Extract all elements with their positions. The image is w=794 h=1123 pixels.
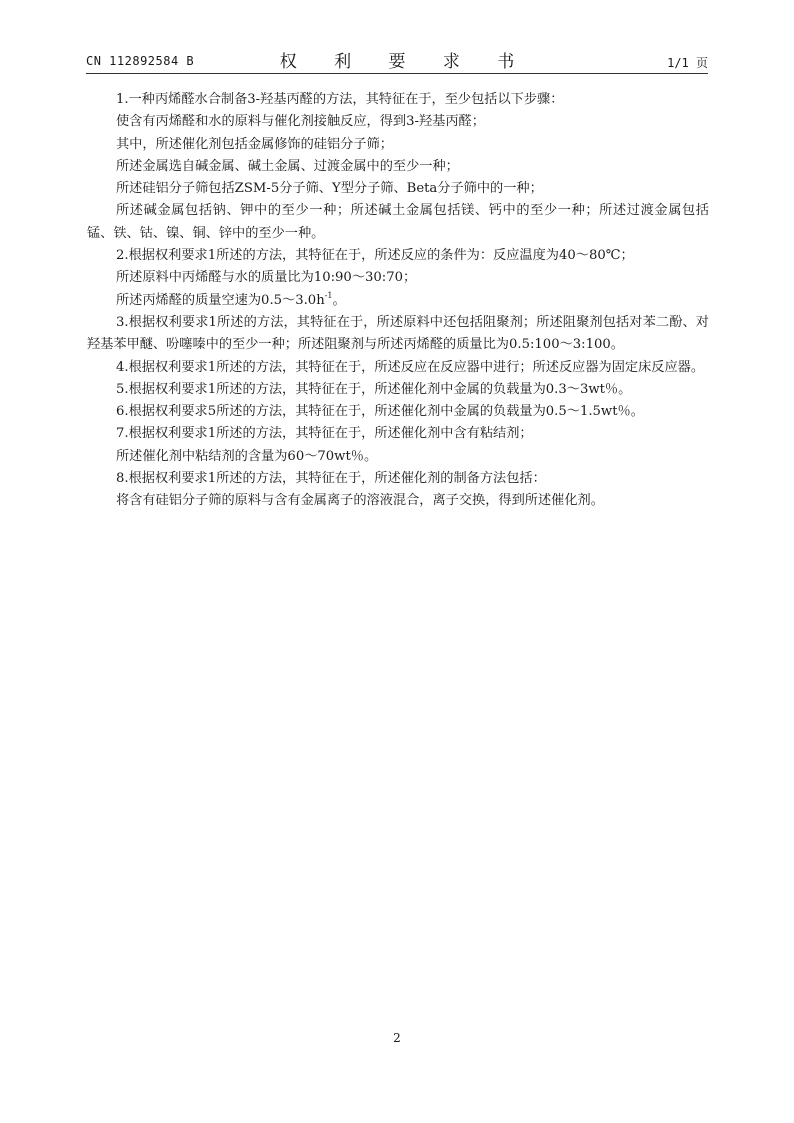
claim-1-zeolite: 所述硅铝分子筛包括ZSM-5分子筛、Y型分子筛、Beta分子筛中的一种；: [116, 181, 543, 197]
page-number: 2: [393, 1031, 401, 1045]
claim-2-mass-ratio: 所述原料中丙烯醛与水的质量比为10:90～30:70；: [116, 270, 417, 286]
claim-1-step: 使含有丙烯醛和水的原料与催化剂接触反应，得到3-羟基丙醛；: [116, 114, 485, 130]
claim-2-intro: 2.根据权利要求1所述的方法，其特征在于，所述反应的条件为：反应温度为40～80℃；: [116, 248, 634, 264]
claim-1-intro: 1.一种丙烯醛水合制备3-羟基丙醛的方法，其特征在于，至少包括以下步骤：: [116, 92, 564, 107]
space-velocity-text: 所述丙烯醛的质量空速为0.5～3.0h: [116, 292, 325, 308]
claim-1-metal-types: 所述碱金属包括钠、钾中的至少一种；所述碱土金属包括镁、钙中的至少一种；所述过渡金属包括锰、铁、钴、镍、铜、锌中的至少一种。: [87, 203, 709, 241]
claim-2-space-velocity: [87, 290, 709, 312]
claims-body: [87, 89, 709, 513]
patent-number: CN 112892584 B: [86, 54, 195, 68]
header-divider: [86, 73, 708, 74]
claim-7-intro: 7.根据权利要求1所述的方法，其特征在于，所述催化剂中含有粘结剂；: [116, 426, 533, 442]
space-velocity-exponent: -1: [324, 290, 333, 300]
claim-8-method: 将含有硅铝分子筛的原料与含有金属离子的溶液混合，离子交换，得到所述催化剂。: [116, 493, 604, 509]
page-count: 1/1 页: [667, 56, 708, 70]
claim-6: 6.根据权利要求5所述的方法，其特征在于，所述催化剂中金属的负载量为0.5～1.5wt％。: [116, 404, 644, 420]
page-header: [86, 40, 708, 74]
claim-1-catalyst: 其中，所述催化剂包括金属修饰的硅铝分子筛；: [116, 136, 393, 152]
document-title: 权 利 要 求 书: [279, 52, 531, 72]
claim-4: 4.根据权利要求1所述的方法，其特征在于，所述反应在反应器中进行；所述反应器为固定床反应器。: [116, 359, 705, 375]
claim-1-metal: 所述金属选自碱金属、碱土金属、过渡金属中的至少一种；: [116, 158, 459, 174]
claim-3: 3.根据权利要求1所述的方法，其特征在于，所述原料中还包括阻聚剂；所述阻聚剂包括对苯二酚、对羟基苯甲醚、吩噻嗪中的至少一种；所述阻聚剂与所述丙烯醛的质量比为0.5:100～3:100。: [87, 314, 709, 353]
claim-8-intro: 8.根据权利要求1所述的方法，其特征在于，所述催化剂的制备方法包括：: [116, 471, 546, 487]
claim-7-binder-content: 所述催化剂中粘结剂的含量为60～70wt％。: [116, 448, 378, 464]
claim-5: 5.根据权利要求1所述的方法，其特征在于，所述催化剂中金属的负载量为0.3～3wt％。: [116, 381, 632, 397]
space-velocity-end: 。: [332, 292, 346, 308]
